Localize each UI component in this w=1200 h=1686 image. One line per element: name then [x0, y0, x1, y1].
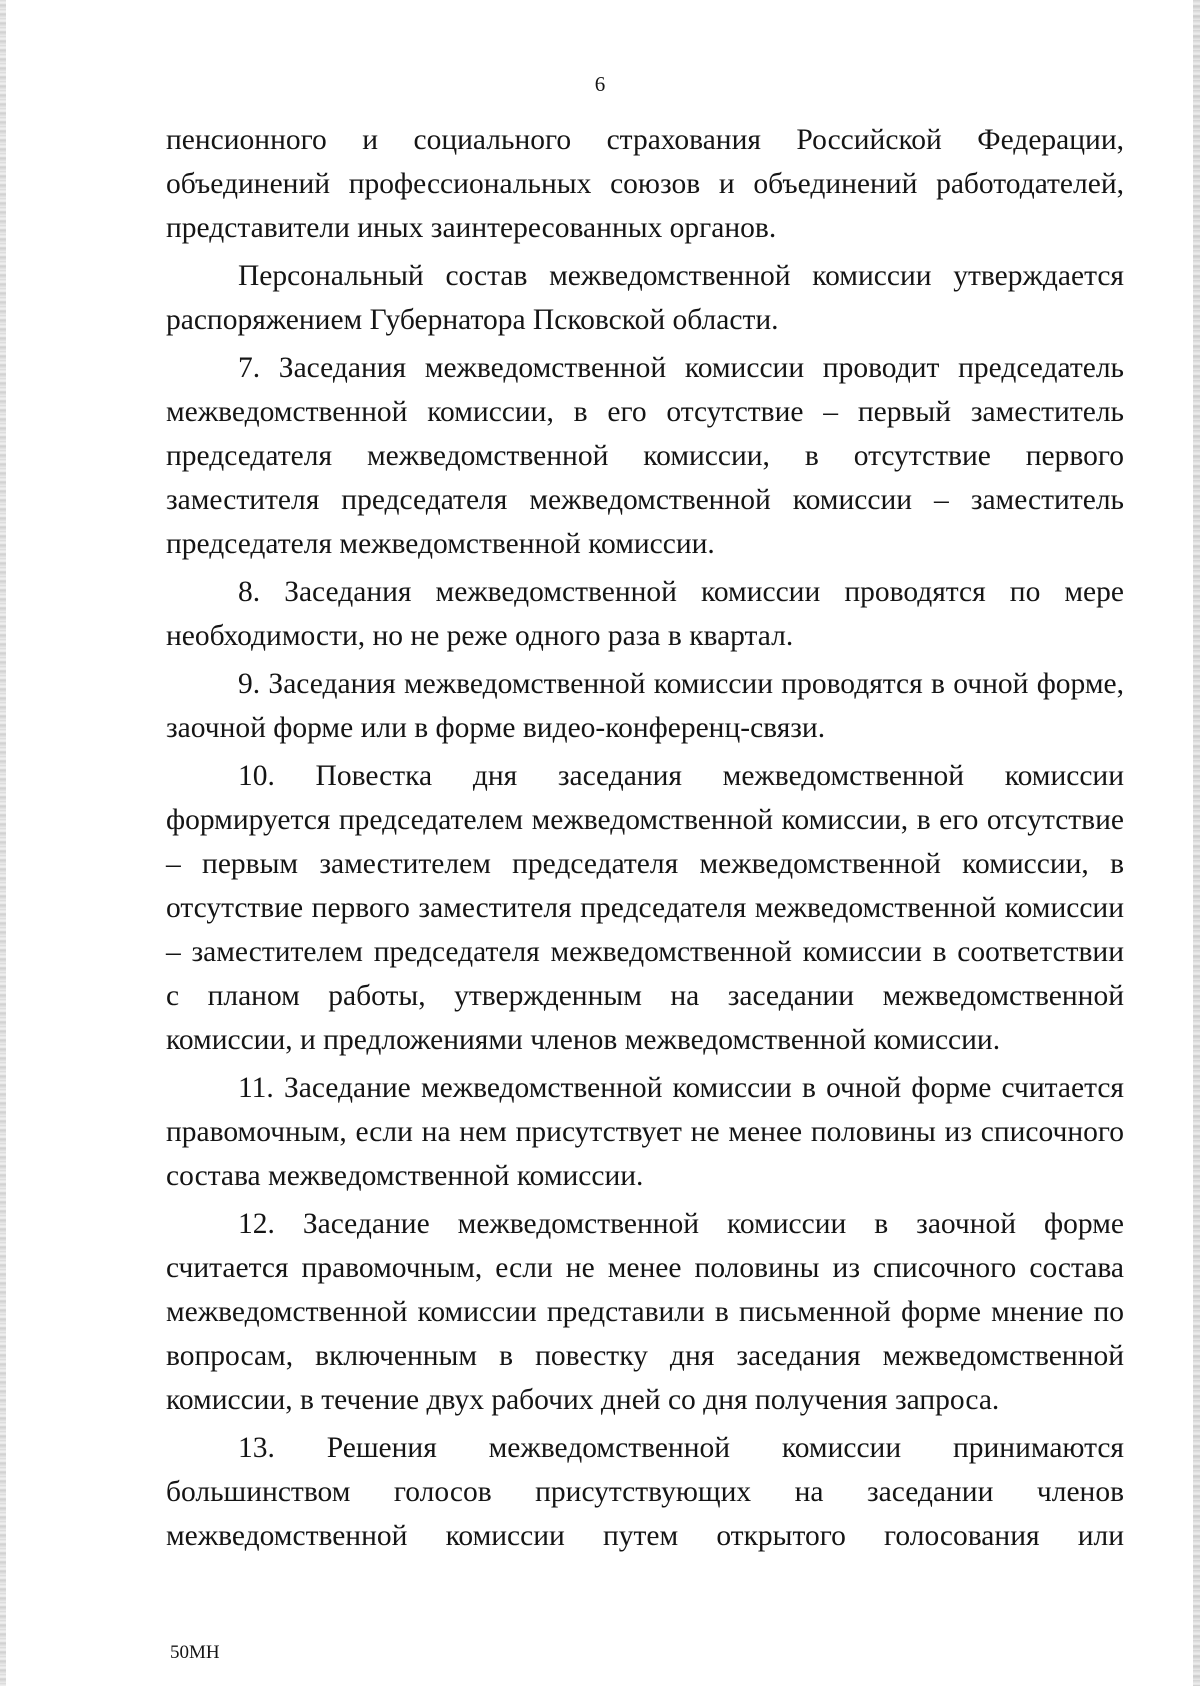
paragraph-item-11: 11. Заседание межведомственной комиссии в очной форме считается правомочным, если на нем присутствует не менее половины из списочного состава межведомственной комиссии. [166, 1072, 1124, 1192]
paragraph-item-9: 9. Заседания межведомственной комиссии проводятся в очной форме, заочной форме или в форме видео-конференц-связи. [166, 668, 1124, 744]
document-body [166, 118, 1124, 1558]
footer-document-code: 50МН [170, 1642, 220, 1663]
paragraph-item-8: 8. Заседания межведомственной комиссии проводятся по мере необходимости, но не реже одного раза в квартал. [166, 576, 1124, 652]
paragraph-item-7: 7. Заседания межведомственной комиссии проводит председатель межведомственной комиссии, в его отсутствие – первый заместитель председателя межведомственной комиссии, в отсутствие первого заместителя председателя межведомственной комиссии – заместитель председателя межведомственной комиссии. [166, 352, 1124, 560]
paragraph-item-12: 12. Заседание межведомственной комиссии в заочной форме считается правомочным, если не менее половины из списочного состава межведомственной комиссии представили в письменной форме мнение по вопросам, включенным в повестку дня заседания межведомственной комиссии, в течение двух рабочих дней со дня получения запроса. [166, 1208, 1124, 1416]
paragraph-continuation: пенсионного и социального страхования Российской Федерации, объединений профессиональных союзов и объединений работодателей, представители иных заинтересованных органов. [166, 124, 1124, 244]
paragraph-item-10: 10. Повестка дня заседания межведомственной комиссии формируется председателем межведомственной комиссии, в его отсутствие – первым заместителем председателя межведомственной комиссии, в отсутствие первого заместителя председателя межведомственной комиссии – заместителем председателя межведомственной комиссии в соответствии с планом работы, утвержденным на заседании межведомственной комиссии, и предложениями членов межведомственной комиссии. [166, 760, 1124, 1056]
scan-edge-right [1193, 0, 1200, 1686]
paragraph-item-13: 13. Решения межведомственной комиссии принимаются большинством голосов присутствующих на заседании членов межведомственной комиссии путем открытого голосования или [166, 1432, 1124, 1552]
paragraph-personal-composition: Персональный состав межведомственной комиссии утверждается распоряжением Губернатора Псковской области. [166, 260, 1124, 336]
scan-edge-left [0, 0, 6, 1686]
page-number: 6 [594, 72, 606, 96]
